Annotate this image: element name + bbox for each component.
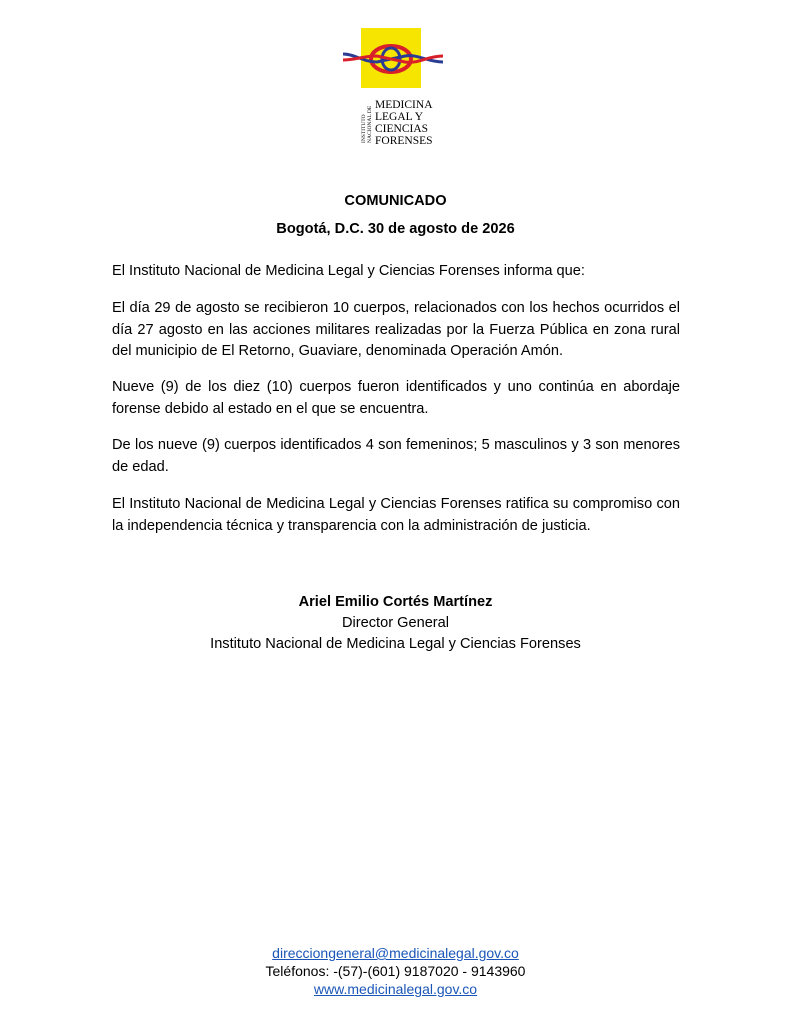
- logo-line-3: CIENCIAS: [375, 123, 429, 135]
- signatory-name: Ariel Emilio Cortés Martínez: [298, 594, 493, 610]
- logo-line-2: LEGAL Y: [375, 111, 424, 123]
- document-date: Bogotá, D.C. 30 de agosto de 2026: [276, 221, 515, 237]
- paragraph-reception: El día 29 de agosto se recibieron 10 cuerpos, relacionados con los hechos ocurridos el día 27 agosto en las acciones militares realizadas por la Fuerza Pública en zona rural del municipio de El Retorno, Guaviare, denominada Operación Amón.: [112, 300, 680, 359]
- logo-vertical-text-2: NACIONAL DE: [367, 105, 373, 143]
- signatory-role: Director General: [341, 615, 450, 631]
- logo-emblem: [343, 28, 447, 148]
- document-title: COMUNICADO: [344, 193, 447, 209]
- website-link[interactable]: www.medicinalegal.gov.co: [313, 981, 478, 997]
- logo-line-4: FORENSES: [375, 135, 433, 147]
- paragraph-intro: El Instituto Nacional de Medicina Legal y Ciencias Forenses informa que:: [112, 263, 585, 279]
- email-link[interactable]: direcciongeneral@medicinalegal.gov.co: [272, 945, 519, 961]
- signatory-institution: Instituto Nacional de Medicina Legal y Ciencias Forenses: [210, 636, 581, 652]
- logo-line-1: MEDICINA: [375, 99, 433, 111]
- paragraph-identification: Nueve (9) de los diez (10) cuerpos fueron identificados y uno continúa en abordaje forense debido al estado en el que se encuentra.: [112, 379, 680, 417]
- signature-block: [0, 592, 791, 655]
- footer: [0, 944, 791, 998]
- paragraph-demographics: De los nueve (9) cuerpos identificados 4 son femeninos; 5 masculinos y 3 son menores de edad.: [112, 437, 680, 475]
- phone-numbers: Teléfonos: -(57)-(601) 9187020 - 9143960: [265, 963, 526, 979]
- institute-logo: [343, 28, 447, 148]
- paragraph-commitment: El Instituto Nacional de Medicina Legal y Ciencias Forenses ratifica su compromiso con la independencia técnica y transparencia con la administración de justicia.: [112, 496, 680, 534]
- logo-vertical-text-1: INSTITUTO: [361, 114, 367, 143]
